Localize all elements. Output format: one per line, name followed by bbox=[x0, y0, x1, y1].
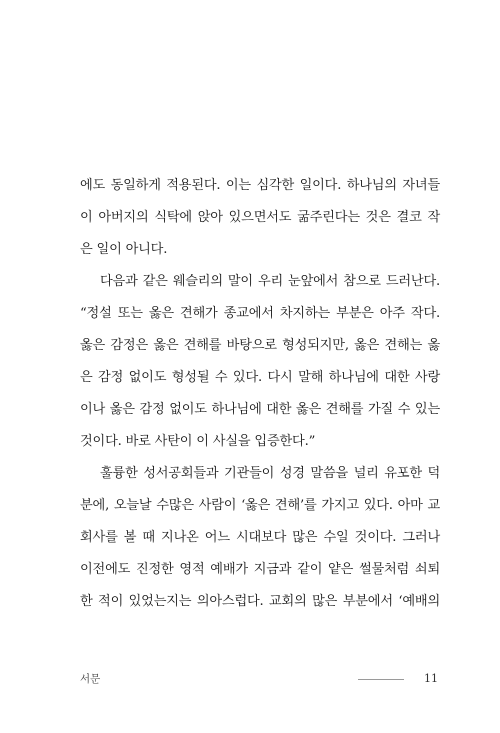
text-line: 이전에도 진정한 영적 예배가 지금과 같이 얕은 썰물처럼 쇠퇴 bbox=[80, 562, 440, 577]
text-line: “정설 또는 옳은 견해가 종교에서 차지하는 부분은 아주 작다. bbox=[80, 306, 440, 321]
text-line: 에도 동일하게 적용된다. 이는 심각한 일이다. 하나님의 자녀들 bbox=[80, 178, 440, 193]
text-line: 은 감정 없이도 형성될 수 있다. 다시 말해 하나님에 대한 사랑 bbox=[80, 370, 440, 385]
text-line: 은 일이 아니다. bbox=[80, 242, 168, 257]
text-line: 회사를 볼 때 지나온 어느 시대보다 많은 수일 것이다. 그러나 bbox=[80, 530, 440, 545]
page-footer bbox=[80, 669, 438, 689]
text-line: 다음과 같은 웨슬리의 말이 우리 눈앞에서 참으로 드러난다. bbox=[100, 274, 440, 289]
running-head: 서문 bbox=[80, 673, 101, 685]
text-line: 이나 옳은 감정 없이도 하나님에 대한 옳은 견해를 가질 수 있는 bbox=[80, 402, 440, 417]
footer-divider bbox=[358, 679, 404, 680]
text-line: 훌륭한 성서공회들과 기관들이 성경 말씀을 널리 유포한 덕 bbox=[100, 466, 440, 481]
text-line: 이 아버지의 식탁에 앉아 있으면서도 굶주린다는 것은 결코 작 bbox=[80, 210, 440, 225]
page-number: 11 bbox=[424, 672, 438, 685]
body-text bbox=[80, 170, 440, 618]
text-line: 한 적이 있었는지는 의아스럽다. 교회의 많은 부분에서 ‘예배의 bbox=[80, 594, 440, 609]
text-line: 옳은 감정은 옳은 견해를 바탕으로 형성되지만, 옳은 견해는 옳 bbox=[80, 338, 440, 353]
text-line: 것이다. 바로 사탄이 이 사실을 입증한다.” bbox=[80, 434, 316, 449]
text-line: 분에, 오늘날 수많은 사람이 ‘옳은 견해’를 가지고 있다. 아마 교 bbox=[80, 498, 440, 513]
